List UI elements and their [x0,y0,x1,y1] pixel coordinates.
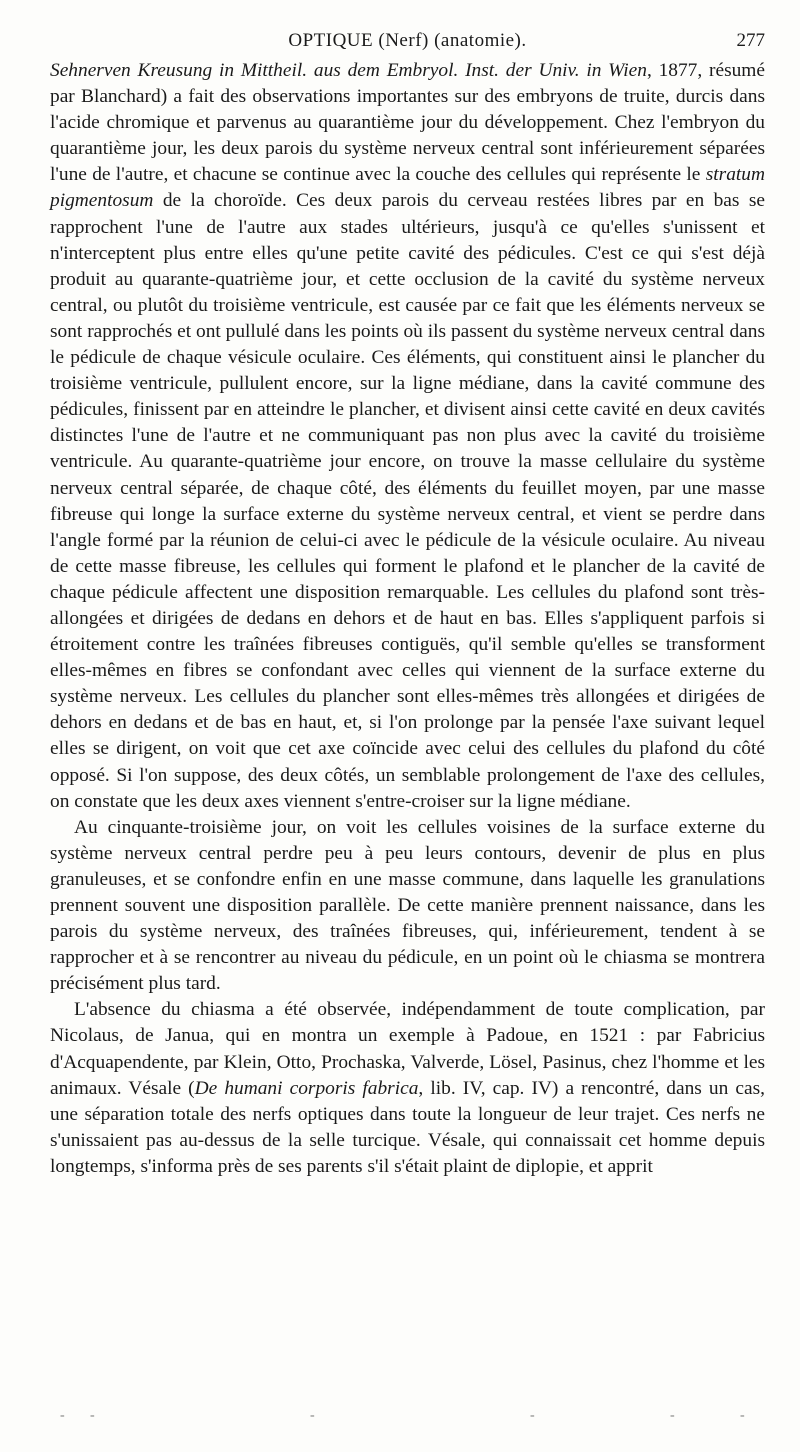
page-number: 277 [736,30,765,51]
scan-artifacts: - - - - - - [60,1408,745,1423]
italic-text: stratum pigmentosum [50,164,765,212]
paragraph-text: de la choroïde. Ces deux parois du cerveau restées libres par en bas se rapprochent l'une de l'autre aux stades ultérieurs, jusqu'à ce qu'elles s'unissent et n'interceptent plus entre elles qu'une petite cavité des pédicules. C'est ce qui s'est déjà produit au quarante-quatrième jour, et cette occlusion de la cavité du système nerveux central, ou plutôt du troisième ventricule, est causée par ce fait que les éléments nerveux se sont rapprochés et ont pullulé dans les points où ils passent du système nerveux central dans le pédicule de chaque vésicule oculaire. Ces éléments, qui constituent ainsi le plancher du troisième ventricule, pullulent encore, sur la ligne médiane, dans la cavité commune des pédicules, finissent par en atteindre le plancher, et divisent ainsi cette cavité en deux cavités distinctes l'une de l'autre et ne communiquant pas non plus avec la cavité du troisième ventricule. Au quarante-quatrième jour encore, on trouve la masse cellulaire du système nerveux central séparée, de chaque côté, des éléments du feuillet moyen, par une masse fibreuse qui longe la surface externe du système nerveux central, et vient se perdre dans l'angle formé par la réunion de celui-ci avec le pédicule de la vésicule oculaire. Au niveau de cette masse fibreuse, les cellules qui forment le plafond et le plancher de la cavité de chaque pédicule affectent une disposition remarquable. Les cellules du plafond sont très-allongées et dirigées de dedans en dehors et de haut en bas. Elles s'appliquent parfois si étroitement contre les traînées fibreuses contiguës, qu'il semble qu'elles se transforment elles-mêmes en fibres se confondant avec celles qui viennent de la surface externe du système nerveux. Les cellules du plancher sont elles-mêmes très allongées et dirigées de dehors en dedans et de bas en haut, et, si l'on prolonge par la pensée l'axe suivant lequel elles se dirigent, on voit que cet axe coïncide avec celui des cellules du plafond du côté opposé. Si l'on suppose, des deux côtés, un semblable prolongement de l'axe des cellules, on constate que les deux axes viennent s'entre-croiser sur la ligne médiane. [50,190,765,812]
paragraph [50,815,765,998]
italic-text: De humani corporis fabrica [194,1077,419,1099]
italic-text: Sehnerven Kreusung in Mittheil. aus dem Embryol. Inst. der Univ. in Wien [50,60,647,81]
paragraph [50,58,765,815]
running-title: OPTIQUE (Nerf) (anatomie). [288,30,527,51]
paragraph-text: Au cinquante-troisième jour, on voit les cellules voisines de la surface externe du système nerveux central perdre peu à peu leurs contours, devenir de plus en plus granuleuses, et se confondre enfin en une masse commune, dans laquelle les granulations prennent souvent une disposition parallèle. De cette manière prennent naissance, dans les parois du système nerveux, des traînées fibreuses, qui, inférieurement, tendent à se rapprocher et à se rencontrer au niveau du pédicule, en un point où le chiasma se montrera précisément plus tard. [50,816,765,995]
paragraph [50,997,765,1180]
body-text [50,58,765,1180]
running-header [50,30,765,60]
paragraph-text: , 1877, résumé par Blanchard) a fait des observations importantes sur des embryons de truite, durcis dans l'acide chromique et parvenus au quarantième jour du développement. Chez l'embryon du quarantième jour, les deux parois du système nerveux central sont inférieurement séparées l'une de l'autre, et chacune se continue avec la couche des cellules qui représente le [50,60,766,186]
paragraph-text: L'absence du chiasma a été observée, indépendamment de toute complication, par Nicolaus, de Janua, qui en montra un exemple à Padoue, en 1521 : par Fabricius d'Acquapendente, par Klein, Otto, Prochaska, Valverde, Lösel, Pasinus, chez l'homme et les animaux. Vésale ( [50,999,765,1099]
paragraph-text: , lib. IV, cap. IV) a rencontré, dans un cas, une séparation totale des nerfs optiques dans toute la longueur de leur trajet. Ces nerfs ne s'unissaient pas au-dessus de la selle turcique. Vésale, qui connaissait cet homme depuis longtemps, s'informa près de ses parents s'il s'était plaint de diplopie, et apprit [50,1077,765,1177]
